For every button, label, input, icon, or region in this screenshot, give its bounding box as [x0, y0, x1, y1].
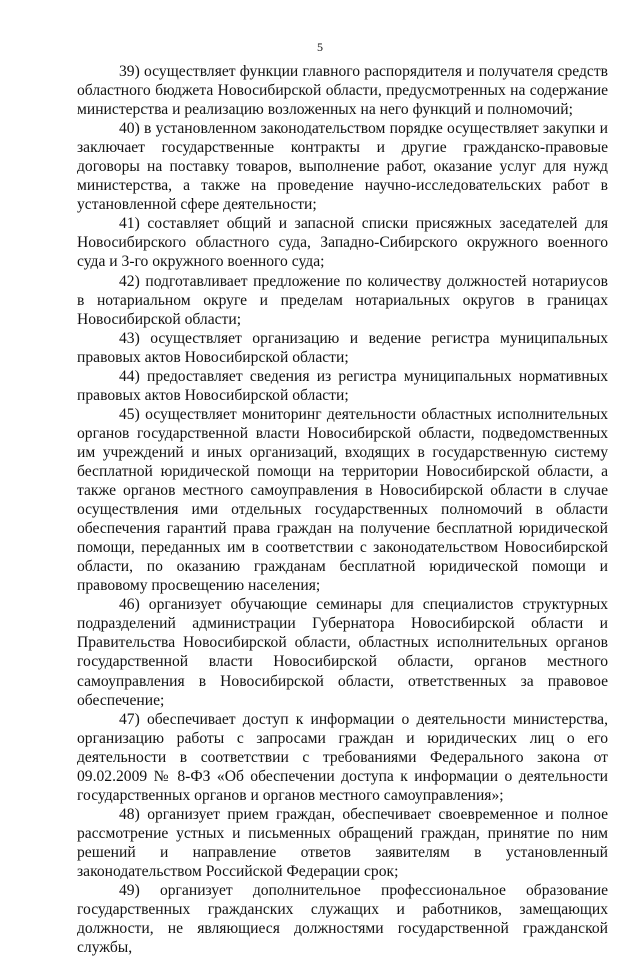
item-text: предоставляет сведения из регистра муниципальных нормативных правовых актов Новосибирской области; [77, 367, 608, 404]
list-item [77, 272, 608, 329]
item-text: организует прием граждан, обеспечивает своевременное и полное рассмотрение устных и письменных обращений граждан, принятие по ним решений и направление ответов заявителям в установленный законодательством Российской Федерации срок; [77, 805, 609, 880]
item-number: 41) [119, 215, 140, 233]
item-text: осуществляет организацию и ведение регистра муниципальных правовых актов Новосибирской области; [77, 329, 608, 366]
item-number: 42) [119, 272, 140, 290]
document-body [77, 62, 608, 957]
item-text: организует дополнительное профессиональное образование государственных гражданских служащих и работников, замещающих должности, не являющиеся должностями государственной гражданской службы, [77, 882, 608, 957]
item-text: осуществляет мониторинг деятельности областных исполнительных органов государственной власти Новосибирской области, подведомственных им учреждений и иных организаций, входящих в государственную систему бесплатной юридической помощи на территории Новосибирской области, а также органов местного самоуправления в Новосибирской области в случае осуществления ими отдельных государственных полномочий в области обеспечения гарантий права граждан на получение бесплатной юридической помощи, переданных им в соответствии с законодательством Новосибирской области, по оказанию гражданам бесплатной юридической помощи и правовому просвещению населения; [77, 405, 608, 595]
item-number: 47) [119, 710, 140, 728]
item-text: обеспечивает доступ к информации о деятельности министерства, организацию работы с запросами граждан и юридических лиц о его деятельности в соответствии с требованиями Федерального закона от 09.02.2009 № 8-ФЗ «Об обеспечении доступа к информации о деятельности государственных органов и органов местного самоуправления»; [77, 710, 608, 804]
item-text: организует обучающие семинары для специалистов структурных подразделений администрации Губернатора Новосибирской области и Правительства Новосибирской области, областных исполнительных органов государственной власти Новосибирской области, органов местного самоуправления в Новосибирской области, ответственных за правовое обеспечение; [77, 596, 608, 709]
list-item [77, 62, 608, 119]
item-number: 39) [119, 63, 140, 80]
item-text: осуществляет функции главного распорядителя и получателя средств областного бюджета Новосибирской области, предусмотренных на содержание министерства и реализацию возложенных на него функций и полномочий; [77, 63, 608, 119]
list-item [77, 595, 608, 709]
item-text: составляет общий и запасной списки присяжных заседателей для Новосибирского областного суда, Западно-Сибирского окружного военного суда и 3-го окружного военного суда; [77, 215, 608, 271]
item-number: 40) [119, 120, 140, 138]
list-item [77, 405, 608, 595]
page-number: 5 [317, 40, 323, 54]
item-number: 45) [119, 405, 140, 423]
item-number: 43) [119, 329, 140, 347]
item-text: подготавливает предложение по количеству должностей нотариусов в нотариальном округе и пределам нотариальных округов в границах Новосибирской области; [77, 272, 608, 328]
list-item [77, 710, 608, 805]
list-item [77, 881, 608, 957]
item-number: 44) [119, 367, 140, 385]
list-item [77, 329, 608, 367]
list-item [77, 367, 608, 405]
list-item [77, 214, 608, 271]
item-number: 46) [119, 596, 140, 614]
item-number: 49) [119, 882, 140, 900]
list-item [77, 119, 608, 214]
item-text: в установленном законодательством порядке осуществляет закупки и заключает государственные контракты и другие гражданско-правовые договоры на поставку товаров, выполнение работ, оказание услуг для нужд министерства, а также на проведение научно-исследовательских работ в установленной сфере деятельности; [77, 120, 608, 214]
item-number: 48) [119, 805, 140, 823]
list-item [77, 805, 608, 881]
